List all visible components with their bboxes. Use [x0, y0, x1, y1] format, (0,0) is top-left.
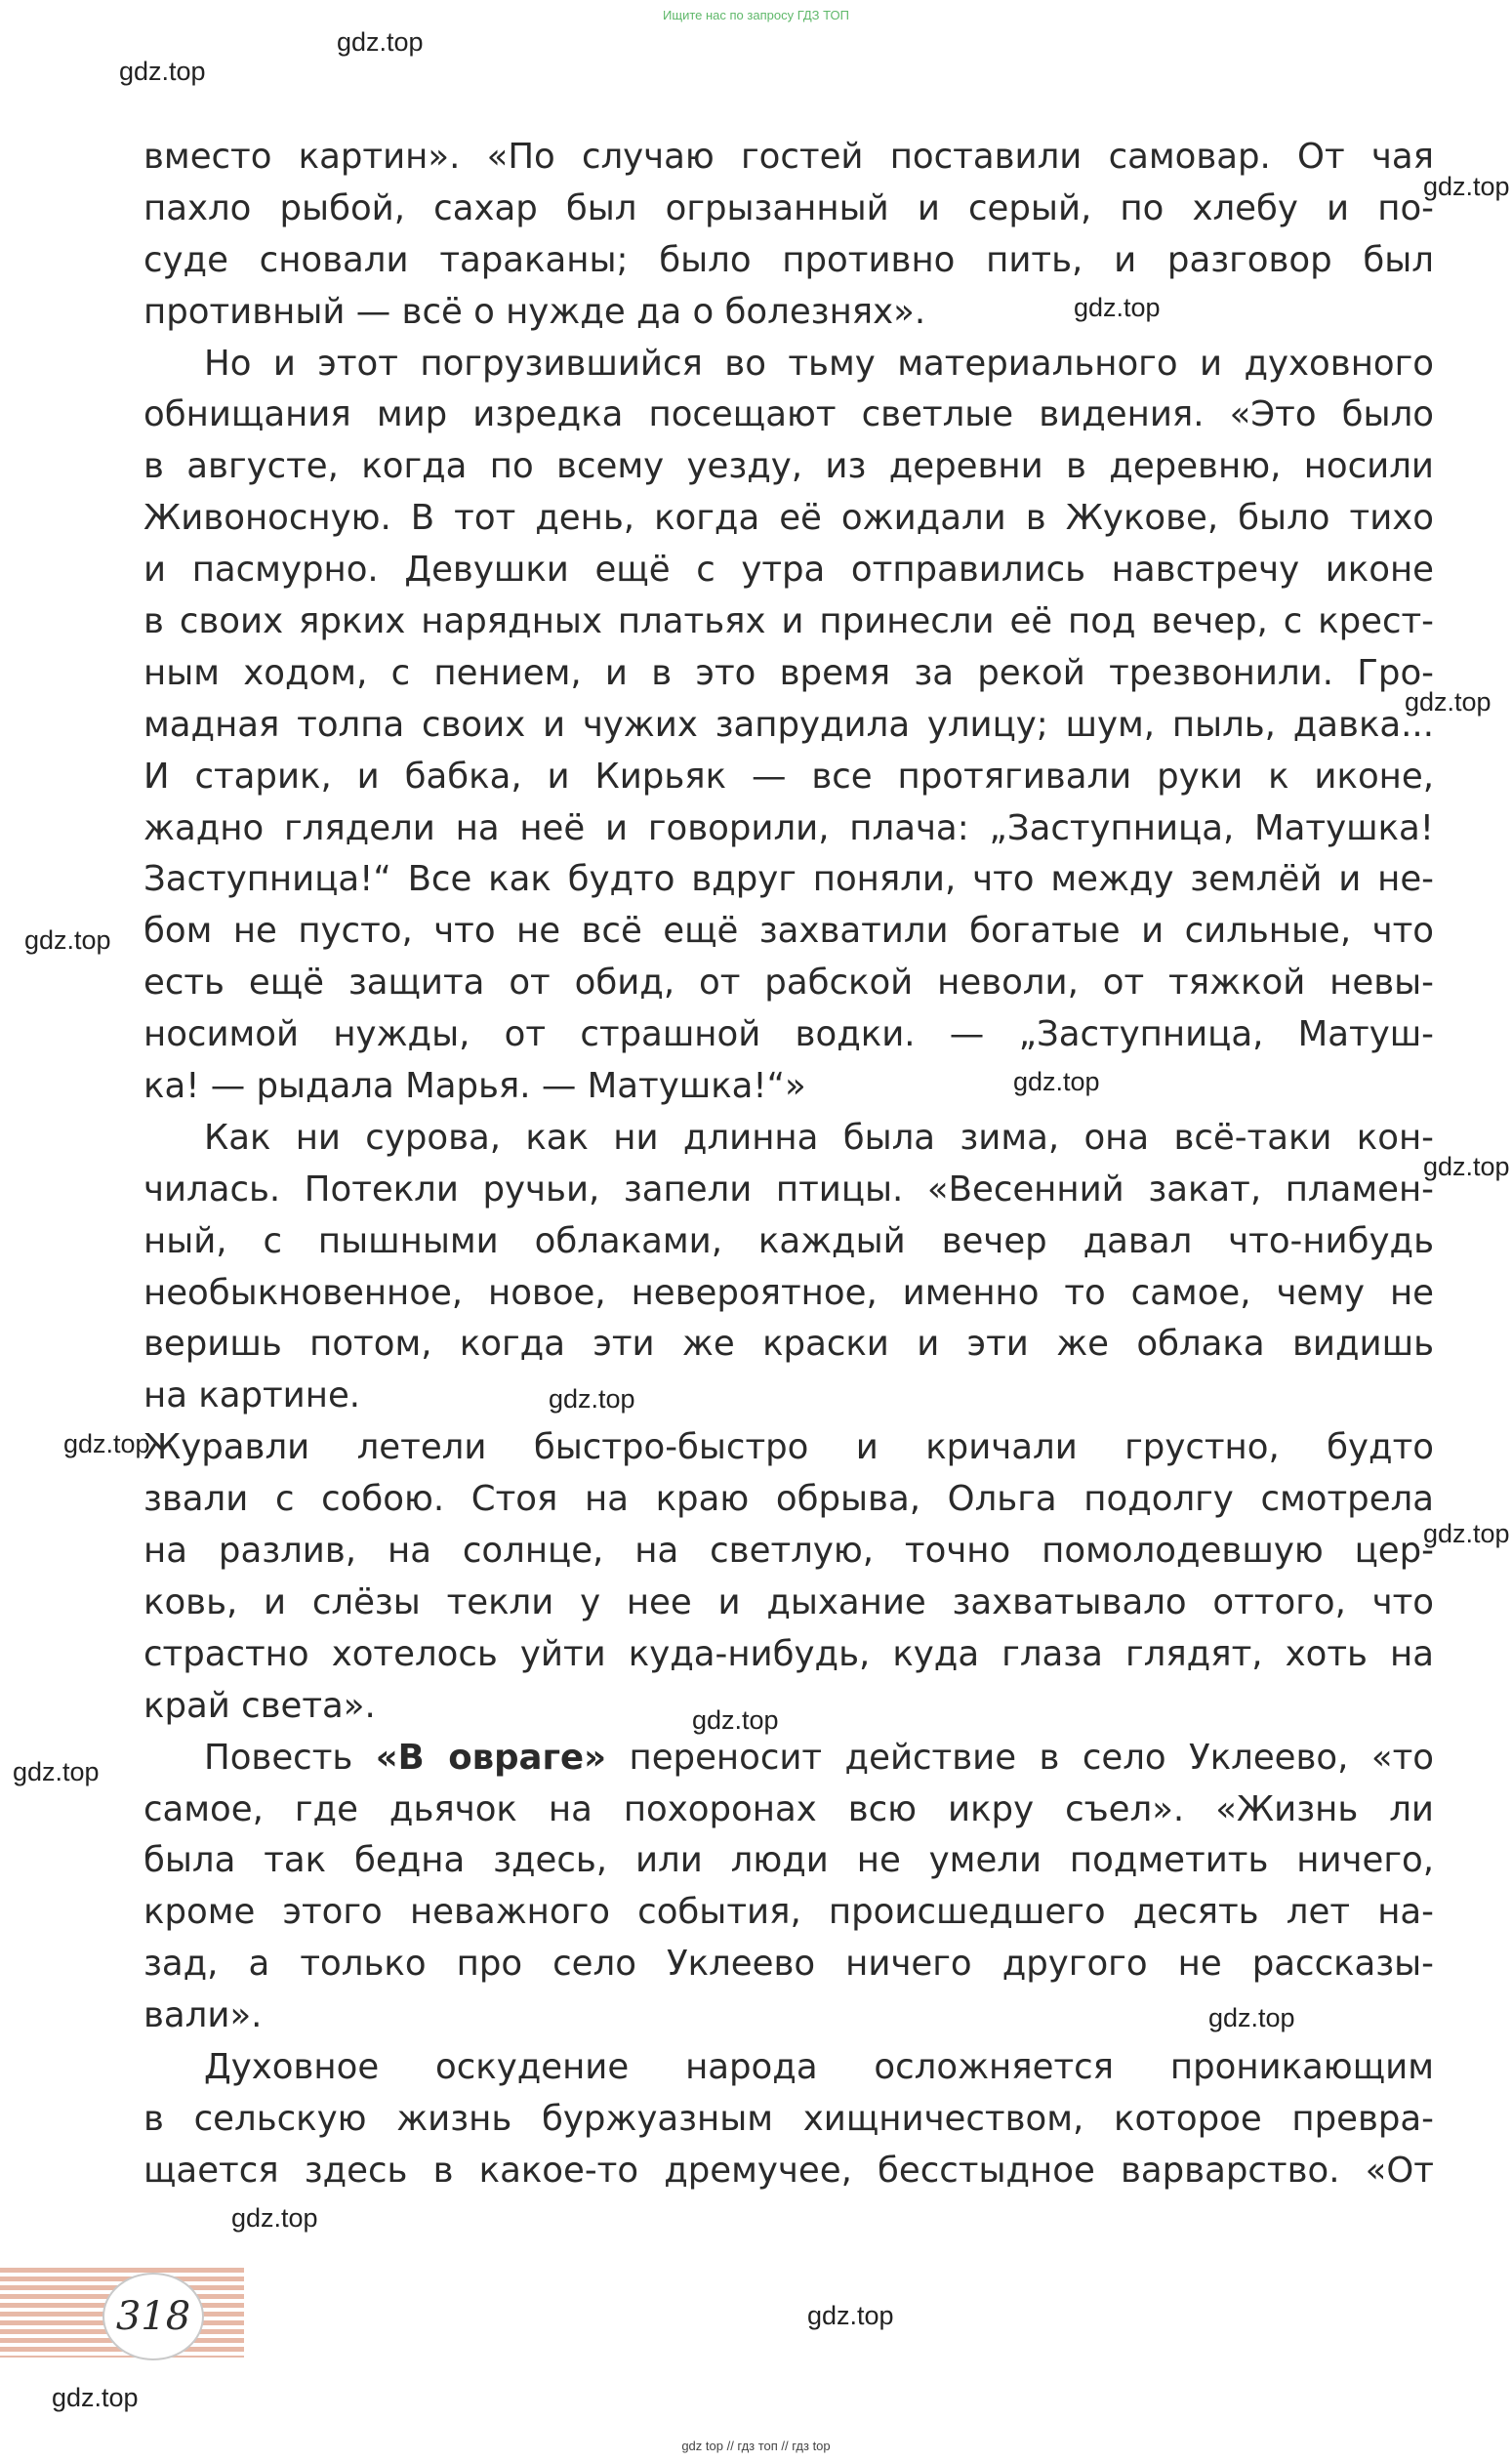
text-line: есть ещё защита от обид, от рабской неволи, от тяжкой невы- — [143, 963, 1434, 1004]
text-line: зад, а только про село Уклеево ничего другого не рассказы- — [143, 1944, 1434, 1985]
text-line: жадно глядели на неё и говорили, плача: „Заступница, Матушка! — [143, 807, 1434, 848]
text-line: была так бедна здесь, или люди не умели подметить ничего, — [143, 1840, 1434, 1881]
text-line: обнищания мир изредка посещают светлые видения. «Это было — [143, 394, 1434, 435]
text-line: на разлив, на солнце, на светлую, точно помолодевшую цер- — [143, 1531, 1434, 1572]
watermark: gdz.top — [63, 1429, 150, 1458]
watermark: gdz.top — [1423, 172, 1510, 201]
text-line: чилась. Потекли ручьи, запели птицы. «Весенний закат, пламен- — [143, 1169, 1434, 1210]
watermark: gdz.top — [337, 27, 424, 57]
watermark: gdz.top — [1074, 293, 1161, 322]
text-run: Повесть — [204, 1737, 376, 1778]
watermark: gdz.top — [119, 57, 206, 86]
watermark: gdz.top — [1013, 1067, 1100, 1096]
text-line: в августе, когда по всему уезду, из деревни в деревню, носили — [143, 446, 1434, 487]
text-line: страстно хотелось уйти куда-нибудь, куда глаза глядят, хоть на — [143, 1633, 1434, 1674]
text-line: и пасмурно. Девушки ещё с утра отправились навстречу иконе — [143, 550, 1434, 591]
text-line: Но и этот погрузившийся во тьму материального и духовного — [204, 343, 1434, 384]
text-line: пахло рыбой, сахар был огрызанный и серый, по хлебу и по- — [143, 187, 1434, 228]
text-line: звали с собою. Стоя на краю обрыва, Ольга подолгу смотрела — [143, 1479, 1434, 1520]
text-line: край света». — [143, 1685, 376, 1726]
text-line: на картине. — [143, 1375, 361, 1416]
text-line: веришь потом, когда эти же краски и эти же облака видишь — [143, 1324, 1434, 1365]
text-line: носимой нужды, от страшной водки. — „Заступница, Матуш- — [143, 1014, 1434, 1055]
text-line: мадная толпа своих и чужих запрудила улицу; шум, пыль, давка... — [143, 704, 1434, 745]
watermark: gdz.top — [24, 925, 111, 955]
watermark: gdz.top — [549, 1384, 635, 1414]
text-line: Духовное оскудение народа осложняется проникающим — [204, 2046, 1434, 2087]
text-line: кроме этого неважного события, происшедшего десять лет на- — [143, 1892, 1434, 1933]
text-line: Как ни сурова, как ни длинна была зима, она всё-таки кон- — [204, 1117, 1434, 1158]
text-line — [143, 1733, 1434, 1784]
text-line: противный — всё о нужде да о болезнях». — [143, 291, 926, 332]
text-line: ковь, и слёзы текли у нее и дыхание захватывало оттого, что — [143, 1581, 1434, 1622]
watermark: gdz.top — [52, 2383, 139, 2412]
watermark: gdz.top — [1423, 1152, 1510, 1181]
watermark: gdz.top — [692, 1705, 779, 1735]
watermark: gdz.top — [13, 1757, 100, 1786]
text-line: щается здесь в какое-то дремучее, бесстыдное варварство. «От — [143, 2150, 1434, 2191]
text-run: переносит действие в село Уклеево, «то — [606, 1737, 1434, 1778]
footer-note: gdz top // гдз топ // гдз top — [681, 2439, 831, 2453]
text-line: в своих ярких нарядных платьях и принесли её под вечер, с крест- — [143, 601, 1434, 642]
text-line: бом не пусто, что не всё ещё захватили богатые и сильные, что — [143, 911, 1434, 952]
text-line: Заступница!“ Все как будто вдруг поняли, что между землёй и не- — [143, 859, 1434, 900]
body-text — [143, 132, 1434, 2197]
text-line: ка! — рыдала Марья. — Матушка!“» — [143, 1066, 806, 1107]
text-line: ным ходом, с пением, и в это время за рекой трезвонили. Гро- — [143, 652, 1434, 693]
text-line: вместо картин». «По случаю гостей поставили самовар. От чая — [143, 137, 1434, 177]
text-line: вали». — [143, 1995, 263, 2036]
watermark: gdz.top — [1423, 1519, 1510, 1548]
watermark: gdz.top — [1405, 687, 1492, 717]
text-line: Живоносную. В тот день, когда её ожидали в Жукове, было тихо — [143, 498, 1434, 539]
story-title: «В овраге» — [375, 1737, 607, 1778]
text-line: необыкновенное, новое, невероятное, именно то самое, чему не — [143, 1272, 1434, 1313]
watermark: gdz.top — [1208, 2003, 1295, 2032]
page-number-badge — [102, 2273, 204, 2360]
header-search-note: Ищите нас по запросу ГДЗ ТОП — [663, 8, 849, 22]
text-line: суде сновали тараканы; было противно пить, и разговор был — [143, 239, 1434, 280]
text-line: И старик, и бабка, и Кирьяк — все протягивали руки к иконе, — [143, 756, 1434, 797]
text-line: в сельскую жизнь буржуазным хищничеством, которое превра- — [143, 2098, 1434, 2139]
text-line: ный, с пышными облаками, каждый вечер давал что-нибудь — [143, 1220, 1434, 1261]
page-number: 318 — [115, 2294, 191, 2339]
watermark: gdz.top — [807, 2301, 894, 2330]
text-line: Журавли летели быстро-быстро и кричали грустно, будто — [143, 1427, 1434, 1468]
watermark: gdz.top — [231, 2203, 318, 2233]
text-line: самое, где дьячок на похоронах всю икру съел». «Жизнь ли — [143, 1788, 1434, 1829]
